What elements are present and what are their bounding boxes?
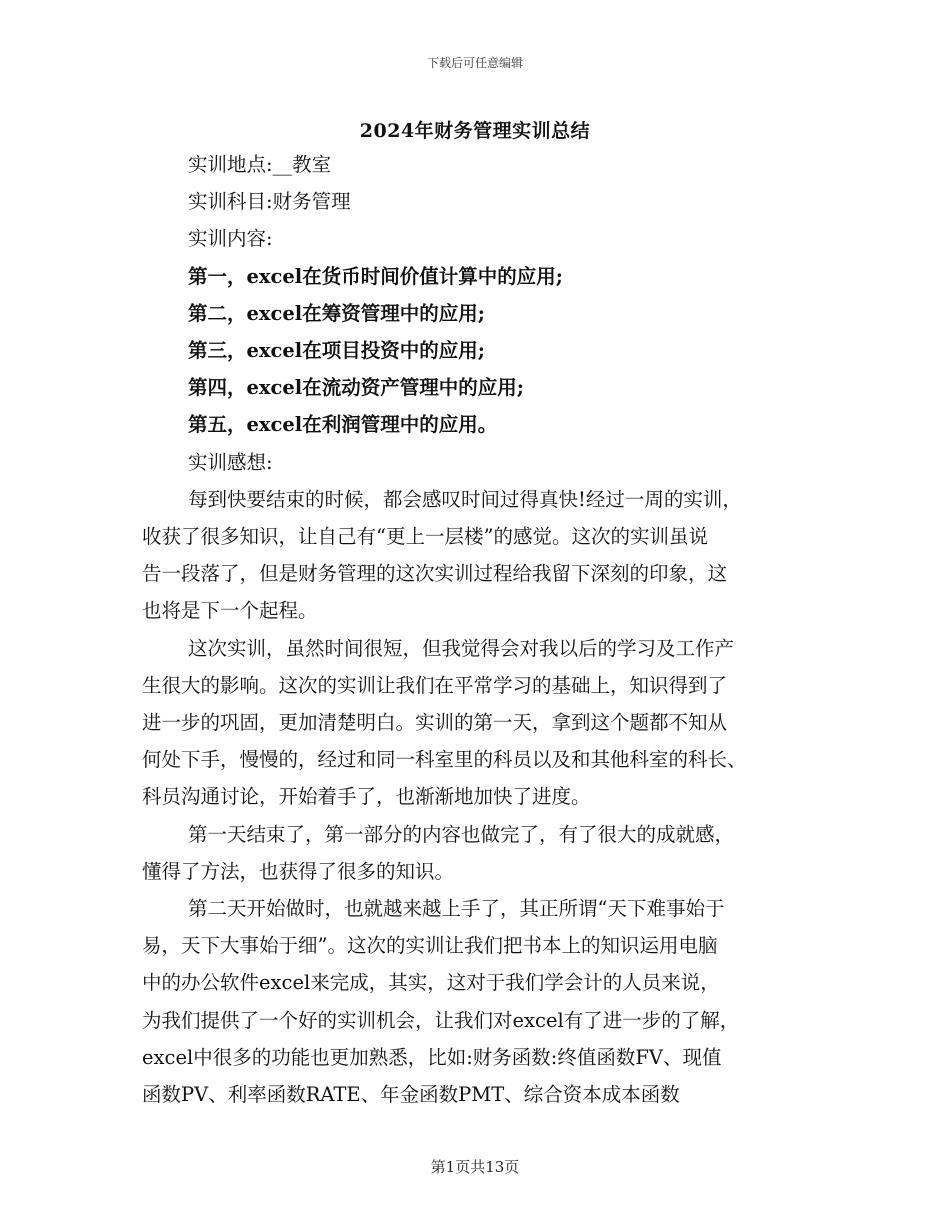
paragraph-line: 为我们提供了一个好的实训机会，让我们对excel有了进一步的了解， — [142, 1008, 740, 1032]
paragraph-line: excel中很多的功能也更加熟悉，比如:财务函数:终值函数FV、现值 — [142, 1045, 722, 1069]
paragraph-line: 收获了很多知识，让自己有“更上一层楼”的感觉。这次的实训虽说 — [142, 525, 708, 549]
content-item: 第一，excel在货币时间价值计算中的应用; — [188, 264, 563, 288]
document-body — [142, 146, 810, 1113]
content-item: 第四，excel在流动资产管理中的应用; — [188, 376, 524, 400]
paragraph-line: 告一段落了，但是财务管理的这次实训过程给我留下深刻的印象，这 — [142, 562, 728, 586]
content-item: 第五，excel在利润管理中的应用。 — [188, 413, 498, 437]
content-item: 第二，excel在筹资管理中的应用; — [188, 301, 485, 325]
paragraph-line: 何处下手，慢慢的，经过和同一科室里的科员以及和其他科室的科长、 — [142, 748, 747, 772]
paragraph-2 — [142, 630, 810, 816]
document-title: 2024年财务管理实训总结 — [359, 120, 591, 142]
paragraph-line: 这次实训，虽然时间很短，但我觉得会对我以后的学习及工作产 — [188, 636, 735, 660]
page-footer: 第1页共13页 — [430, 1158, 520, 1176]
info-location: 实训地点:__教室 — [188, 153, 332, 176]
paragraph-line: 进一步的巩固，更加清楚明白。实训的第一天，拿到这个题都不知从 — [142, 711, 728, 735]
paragraph-line: 第二天开始做时，也就越来越上手了，其正所谓“天下难事始于 — [188, 897, 725, 921]
paragraph-3 — [142, 816, 810, 890]
paragraph-line: 科员沟通讨论，开始着手了，也渐渐地加快了进度。 — [142, 785, 591, 809]
paragraph-line: 懂得了方法，也获得了很多的知识。 — [142, 859, 455, 883]
paragraph-line: 每到快要结束的时候，都会感叹时间过得真快!经过一周的实训， — [188, 487, 742, 511]
paragraph-line: 生很大的影响。这次的实训让我们在平常学习的基础上，知识得到了 — [142, 673, 728, 697]
header-note: 下载后可任意编辑 — [426, 56, 523, 70]
paragraph-line: 中的办公软件excel来完成，其实，这对于我们学会计的人员来说， — [142, 971, 720, 995]
paragraph-line: 易，天下大事始于细”。这次的实训让我们把书本上的知识运用电脑 — [142, 934, 718, 958]
reflection-label: 实训感想: — [188, 450, 273, 474]
paragraph-line: 第一天结束了，第一部分的内容也做完了，有了很大的成就感， — [188, 822, 735, 846]
paragraph-4 — [142, 890, 810, 1113]
content-item: 第三，excel在项目投资中的应用; — [188, 339, 485, 363]
info-subject: 实训科目:财务管理 — [188, 190, 351, 214]
info-content-label: 实训内容: — [188, 227, 273, 251]
paragraph-1 — [142, 481, 810, 630]
paragraph-line: 函数PV、利率函数RATE、年金函数PMT、综合资本成本函数 — [142, 1083, 680, 1107]
paragraph-line: 也将是下一个起程。 — [142, 599, 318, 623]
